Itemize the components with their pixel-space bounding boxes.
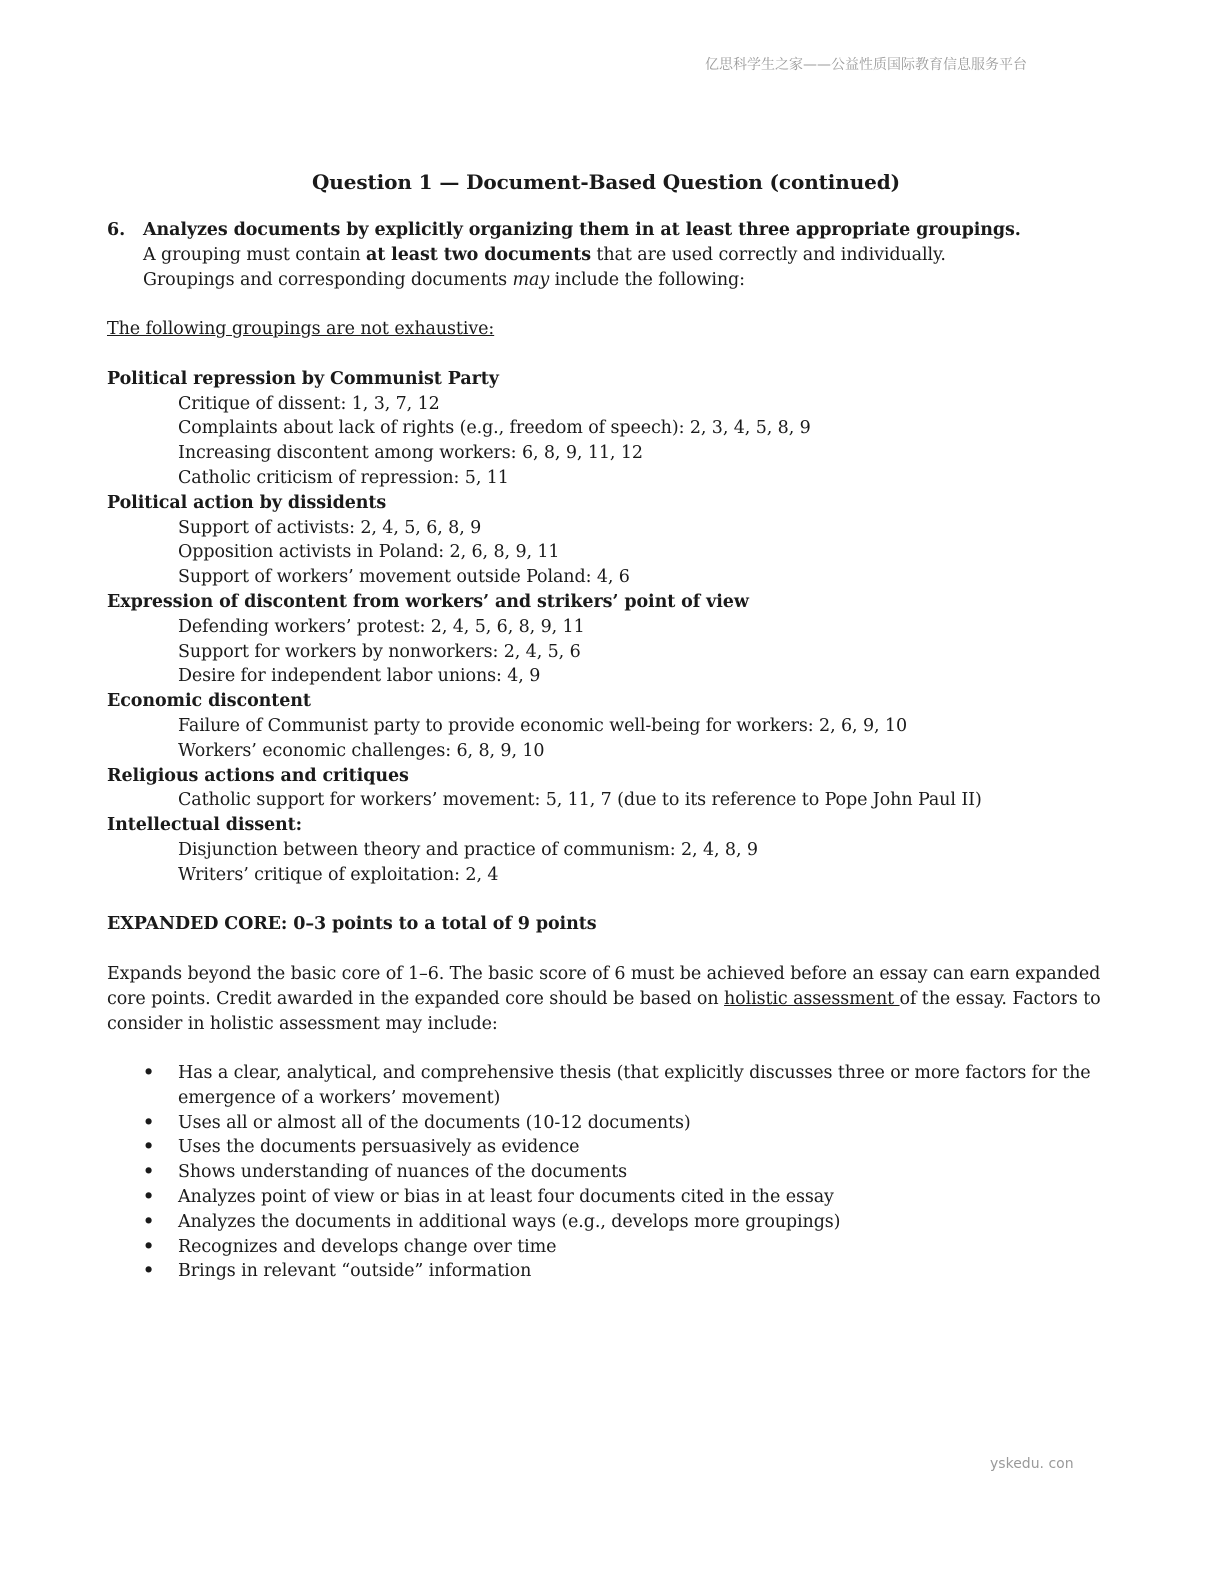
bullet-icon: • [143, 1162, 155, 1183]
criterion-heading: Analyzes documents by explicitly organizing them in at least three appropriate groupings. [143, 220, 1021, 240]
holistic-factor-item [107, 1185, 1117, 1210]
grouping-item: Support of activists: 2, 4, 5, 6, 8, 9 [178, 517, 482, 538]
grouping-item: Critique of dissent: 1, 3, 7, 12 [178, 393, 440, 414]
grouping-item: Writers’ critique of exploitation: 2, 4 [178, 864, 499, 885]
criterion-number: 6. [107, 220, 126, 240]
grouping-heading: Political action by dissidents [107, 492, 387, 513]
requirement-text-pre: A grouping must contain [143, 244, 366, 265]
expanded-para-post: of the essay. Factors to consider in holistic assessment may include: [107, 988, 1101, 1034]
groupings-note-italic: may [512, 269, 550, 290]
grouping-item: Defending workers’ protest: 2, 4, 5, 6, 8, 9, 11 [178, 616, 585, 637]
holistic-factor-text: Uses all or almost all of the documents (10-12 documents) [178, 1112, 691, 1133]
holistic-factor-text: Recognizes and develops change over time [178, 1236, 557, 1257]
holistic-factor-item [107, 1061, 1117, 1111]
criterion-groupings-note [143, 268, 1117, 293]
grouping-heading: Religious actions and critiques [107, 765, 409, 786]
bullet-icon: • [143, 1236, 155, 1257]
holistic-factor-item [107, 1160, 1117, 1185]
grouping-item: Workers’ economic challenges: 6, 8, 9, 10 [178, 740, 545, 761]
grouping-heading: Intellectual dissent: [107, 815, 302, 836]
bullet-icon: • [143, 1063, 155, 1084]
not-exhaustive-note: The following groupings are not exhaustive: [107, 319, 495, 340]
holistic-factor-item [107, 1210, 1117, 1235]
holistic-factor-item [107, 1259, 1117, 1284]
bullet-icon: • [143, 1261, 155, 1282]
bullet-icon: • [143, 1211, 155, 1232]
holistic-factor-text: Brings in relevant “outside” information [178, 1261, 532, 1282]
holistic-factor-text: Analyzes the documents in additional ways (e.g., develops more groupings) [178, 1211, 841, 1232]
page-title: Question 1 — Document-Based Question (continued) [311, 170, 901, 194]
grouping-heading: Expression of discontent from workers’ and strikers’ point of view [107, 591, 749, 612]
groupings-note-pre: Groupings and corresponding documents [143, 269, 513, 290]
holistic-factor-item [107, 1135, 1117, 1160]
holistic-factor-item [107, 1235, 1117, 1260]
header-watermark: 亿思科学生之家——公益性质国际教育信息服务平台 [705, 57, 1027, 73]
grouping-item: Increasing discontent among workers: 6, 8, 9, 11, 12 [178, 443, 643, 464]
grouping-item: Support for workers by nonworkers: 2, 4, 5, 6 [178, 641, 581, 662]
grouping-heading: Political repression by Communist Party [107, 368, 499, 389]
grouping-item: Failure of Communist party to provide economic well-being for workers: 2, 6, 9, 10 [178, 715, 907, 736]
grouping-item: Disjunction between theory and practice of communism: 2, 4, 8, 9 [178, 839, 758, 860]
criterion-body [143, 218, 1117, 292]
holistic-factor-text: Analyzes point of view or bias in at least four documents cited in the essay [178, 1187, 834, 1208]
grouping-item: Desire for independent labor unions: 4, 9 [178, 666, 541, 687]
holistic-factor-text: Uses the documents persuasively as evidence [178, 1137, 580, 1158]
groupings-note-post: include the following: [549, 269, 745, 290]
expanded-core-paragraph [107, 962, 1117, 1036]
holistic-factor-text: Shows understanding of nuances of the documents [178, 1162, 628, 1183]
requirement-text-post: that are used correctly and individually. [590, 244, 946, 265]
requirement-emphasis: at least two documents [365, 244, 591, 265]
criterion-6 [107, 218, 1117, 292]
holistic-factor-text: Has a clear, analytical, and comprehensive thesis (that explicitly discusses three or more factors for the emergence of a workers’ movement) [178, 1063, 1091, 1108]
grouping-item: Catholic support for workers’ movement: 5, 11, 7 (due to its reference to Pope John Paul II) [178, 790, 982, 811]
grouping-item: Support of workers’ movement outside Poland: 4, 6 [178, 567, 630, 588]
holistic-factors-list [107, 1061, 1117, 1284]
grouping-item: Catholic criticism of repression: 5, 11 [178, 467, 509, 488]
grouping-heading: Economic discontent [107, 691, 311, 712]
holistic-assessment-link-text: holistic assessment [724, 988, 900, 1009]
footer-watermark: yskedu. con [990, 1456, 1074, 1472]
grouping-item: Opposition activists in Poland: 2, 6, 8, 9, 11 [178, 542, 560, 563]
expanded-para-pre: Expands beyond the basic core of 1–6. The basic score of 6 must be achieved before an essay can earn expanded core points. Credit awarded in the expanded core should be based on [107, 963, 1101, 1009]
expanded-core-heading: EXPANDED CORE: 0–3 points to a total of 9 points [107, 914, 597, 935]
holistic-factor-item [107, 1111, 1117, 1136]
bullet-icon: • [143, 1187, 155, 1208]
bullet-icon: • [143, 1137, 155, 1158]
criterion-requirement [143, 243, 1117, 268]
grouping-item: Complaints about lack of rights (e.g., freedom of speech): 2, 3, 4, 5, 8, 9 [178, 418, 811, 439]
groupings-list [107, 367, 1117, 888]
document-body [107, 168, 1117, 1284]
bullet-icon: • [143, 1112, 155, 1133]
